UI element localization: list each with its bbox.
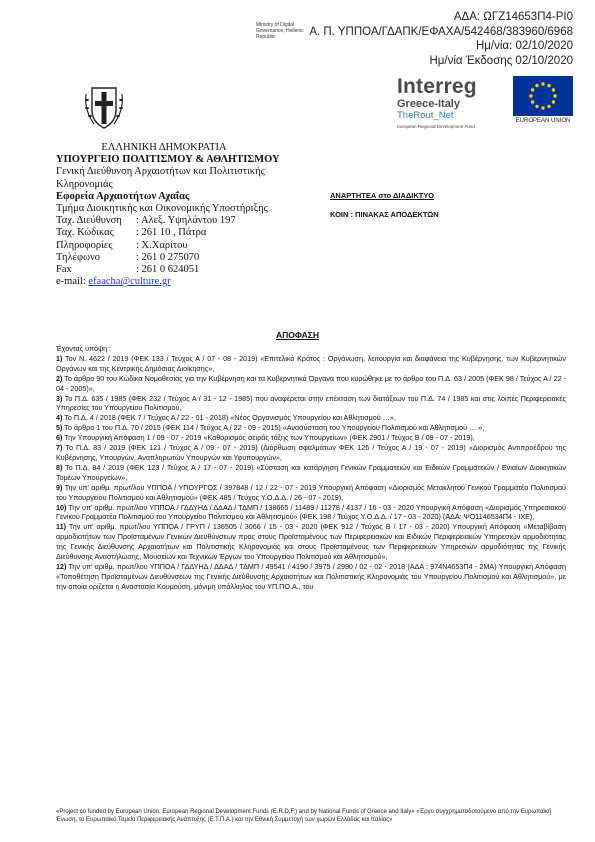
item-text: Την Υπουργική Απόφαση 1 / 09 - 07 - 2019 «Καθορισμός σειράς τάξης των Υπουργείων» (ΦΕΚ 2901 / Τεύχος Β / 09 - 07 - 2019), bbox=[62, 433, 475, 443]
item-text: Το άρθρο 90 του Κώδικα Νομοθεσίας για την Κυβέρνηση και τα Κυβερνητικά Όργανα που κυρώθηκε με το άρθρο του Π.Δ. 63 / 2005 (ΦΕΚ 98 / Τεύχος Α / 22 - 04 - 2005)», bbox=[56, 373, 566, 393]
list-item bbox=[56, 394, 566, 414]
interreg-fund: European Regional Development Fund bbox=[397, 124, 475, 129]
email-row bbox=[56, 276, 326, 288]
item-text: Τον Ν. 4622 / 2019 (ΦΕΚ 133 / Τεύχος Α / 07 - 08 - 2019) «Επιτελικό Κράτος : Οργάνωση, λειτουργία και διαφάνεια της Κυβέρνησης, των Κυβερνητικών Οργάνων και της Κεντρικής Δημόσιας Διοίκησης», bbox=[56, 353, 566, 373]
contact-key: Ταχ. Κώδικας bbox=[56, 227, 114, 239]
item-text: Την υπ' αριθμ. πρωτ/λου ΥΠΠΟΑ / ΓΔΔΥΗΔ / ΔΔΑΔ / ΤΔΜΠ / 138665 / 11489 / 11278 / 4137 / 16 - 03 - 2020 Υπουργική Απόφαση «Διορισμός Υπηρεσιακού Γενικού Γραμματέα Πολιτισμού του Υπουργείου Πολιτισμού και Αθλητισμού» (ΦΕΚ 198 / Τεύχος Υ.Ο.Δ.Δ. / 17 - 03 - 2020) (ΑΔΑ: ΨΟ1146534Π4 - ΙΧΕ), bbox=[56, 502, 566, 522]
ephorate-name: Εφορεία Αρχαιοτήτων Αχαΐας bbox=[56, 190, 190, 202]
funding-footer: «Project co funded by European Union, European Regional Development Funds (E.R.D.F.) and by National Funds of Greece and Italy» «Έργο συγχρηματοδοτούμενο από την Ευρωπαϊκή Ένωση, το Ευρωπαϊκό Ταμείο Περιφερειακής Ανάπτυξης (Ε.Τ.Π.Α.) και την Εθνική Συμμετοχή των χωρών Ελλάδας και Ιταλίας» bbox=[56, 809, 552, 824]
decision-body bbox=[56, 344, 566, 592]
general-directorate-line-1: Γενική Διεύθυνση Αρχαιοτήτων και Πολιτιστικής bbox=[56, 166, 265, 178]
badge-line-3: Republic bbox=[256, 34, 276, 40]
list-item bbox=[56, 423, 566, 433]
contact-key: Fax bbox=[56, 264, 72, 276]
decision-title: ΑΠΟΦΑΣΗ bbox=[275, 330, 319, 340]
item-text: Την υπ' αριθμ. πρωτ/λου ΥΠΠΟΑ / ΥΠΟΥΡΓΟΣ / 397848 / 12 / 22 - 07 - 2019 Υπουργική Απόφαση «Διορισμός Μετακλητού Γενικού Γραμματέα Πολιτισμού του Υπουργείου Πολιτισμού και Αθλητισμού» (ΦΕΚ 485 / Τεύχος Υ.Ο.Δ.Δ. / 26 - 07 - 2019), bbox=[56, 482, 566, 502]
item-text: Το Π.Δ. 84 / 2019 (ΦΕΚ 123 / Τεύχος Α / 17 - 07 - 2019) «Σύσταση και κατάργηση Γενικών Γραμματειών και Ειδικών Γραμματειών / Ενιαίων Διοικητικών Τομέων Υπουργείων», bbox=[56, 462, 566, 482]
eu-label: EUROPEAN UNION bbox=[515, 118, 571, 124]
email-label: e-mail: bbox=[56, 276, 89, 288]
list-item bbox=[56, 483, 566, 503]
ada-number: ΑΔΑ: ΩΓΖ14653Π4-ΡΙ0 bbox=[453, 11, 573, 23]
digital-signature-badge bbox=[256, 22, 304, 40]
list-item bbox=[56, 503, 566, 523]
general-directorate-line-2: Κληρονομιάς bbox=[56, 178, 113, 190]
ministry-name: ΥΠΟΥΡΓΕΙΟ ΠΟΛΙΤΙΣΜΟΥ & ΑΘΛΗΤΙΣΜΟΥ bbox=[56, 154, 280, 166]
list-item bbox=[56, 354, 566, 374]
contact-row bbox=[56, 264, 326, 276]
contact-value: : Χ.Χαρίτου bbox=[136, 239, 188, 251]
contact-value: : 261 10 , Πάτρα bbox=[136, 227, 207, 239]
item-number: 2) bbox=[56, 373, 63, 383]
protocol-number: Α. Π. ΥΠΠΟΑ/ΓΔΑΠΚ/ΕΦΑΧΑ/542468/383960/6968 bbox=[309, 25, 573, 38]
distribution-block bbox=[330, 186, 439, 224]
item-number: 9) bbox=[56, 482, 63, 492]
item-number: 1) bbox=[56, 353, 63, 363]
item-number: 11) bbox=[56, 522, 66, 532]
date: Ημ/νία: 02/10/2020 bbox=[475, 40, 573, 52]
list-item bbox=[56, 433, 566, 443]
list-item bbox=[56, 374, 566, 394]
badge-line-1: Ministry of Digital bbox=[256, 22, 295, 28]
badge-line-2: Governance, Hellenic bbox=[256, 28, 304, 34]
item-number: 4) bbox=[56, 413, 63, 423]
contact-value: : Αλεξ. Υψηλάντου 197 bbox=[136, 215, 236, 227]
decision-intro: Έχοντας υπόψη : bbox=[56, 344, 112, 353]
contact-key: Τηλέφωνο bbox=[56, 251, 100, 263]
programme-logos bbox=[397, 76, 573, 129]
interreg-word: Interreg bbox=[397, 75, 477, 98]
item-number: 6) bbox=[56, 433, 63, 443]
list-item bbox=[56, 463, 566, 483]
interreg-logo bbox=[397, 76, 507, 129]
list-item bbox=[56, 443, 566, 463]
contact-value: : 261 0 624051 bbox=[136, 264, 200, 276]
item-number: 3) bbox=[56, 393, 63, 403]
department-name: Τμήμα Διοικητικής και Οικονομικής Υποστήριξης bbox=[56, 203, 268, 215]
item-text: Το Π.Δ. 83 / 2019 (ΦΕΚ 121 / Τεύχος Α / 09 - 07 - 2019) (Διόρθωση σφαλμάτων ΦΕΚ 126 / Τεύχος Α / 19 - 07 - 2019) «Διορισμός Αντιπροέδρου της Κυβέρνησης, Υπουργών, Αναπληρωτών Υπουργών και Υφυπουργών», bbox=[56, 443, 566, 462]
issue-date: Ημ/νία Έκδοσης 02/10/2020 bbox=[429, 54, 573, 67]
item-text: Το Π.Δ. 635 / 1985 (ΦΕΚ 232 / Τεύχος Α / 31 - 12 - 1985) που αναφέρεται στην επέκταση των διατάξεων του Π.Δ. 74 / 1985 και στις λοιπές Περιφερειακές Υπηρεσίες του Υπουργείου Πολιτισμού, bbox=[56, 393, 566, 413]
list-item bbox=[56, 413, 566, 423]
document-reference-block bbox=[309, 10, 573, 68]
item-number: 7) bbox=[56, 443, 63, 453]
item-number: 10) bbox=[56, 502, 67, 512]
eu-logo bbox=[513, 76, 573, 124]
item-text: Το άρθρο 1 του Π.Δ. 70 / 2015 (ΦΕΚ 114 / Τεύχος Α / 22 - 09 - 2015) «Ανασύσταση του Υπουργείου Πολιτισμού και Αθλητισμού … », bbox=[62, 423, 485, 433]
contact-row bbox=[56, 227, 326, 239]
greek-coat-of-arms-icon bbox=[82, 84, 126, 130]
email-link[interactable]: efaacha@culture.gr bbox=[88, 276, 171, 288]
list-item bbox=[56, 562, 566, 592]
interreg-project: TheRout_Net bbox=[397, 110, 454, 121]
country-name: ΕΛΛΗΝΙΚΗ ΔΗΜΟΚΡΑΤΙΑ bbox=[101, 142, 227, 153]
item-number: 12) bbox=[56, 561, 67, 571]
contact-value: : 261 0 275070 bbox=[136, 251, 200, 263]
item-text: Την υπ' αριθμ. πρωτ/λου ΥΠΠΟΑ / ΓΡΥΠ / 136505 / 3066 / 15 - 03 - 2020 (ΦΕΚ 912 / Τεύχος Β / 17 - 03 - 2020) Υπουργική Απόφαση «Μεταβίβαση αρμοδιοτήτων των Προϊσταμένων Γενικών Διευθύνσεων προς στους Προϊσταμένους των Περιφερειακών και Ειδικών Περιφερειακών Υπηρεσιών αρμοδιότητας της Γενικής Διεύθυνσης Αρχαιοτήτων και Πολιτιστικής Κληρονομιάς και στους Προϊσταμένους των Περιφερειακών Υπηρεσιών αρμοδιότητας της Γενικής Διεύθυνσης Αναστήλωσης, Μουσείων και Τεχνικών Έργων του Υπουργείου Πολιτισμού και Αθλητισμού», bbox=[56, 522, 566, 562]
item-number: 5) bbox=[56, 423, 63, 433]
contact-key: Ταχ. Διεύθυνση bbox=[56, 215, 122, 227]
posting-notice: ΑΝΑΡΤΗΤΕΑ στο ΔΙΑΔΙΚΤΥΟ bbox=[330, 191, 434, 200]
contact-row bbox=[56, 215, 326, 227]
item-text: Το Π.Δ. 4 / 2018 (ΦΕΚ 7 / Τεύχος Α / 22 - 01 - 2018) «Νέος Οργανισμός Υπουργείου και Αθλητισμού …», bbox=[62, 413, 396, 423]
interreg-programme: Greece-Italy bbox=[397, 98, 460, 110]
recipients-notice: ΚΟΙΝ : ΠΙΝΑΚΑΣ ΑΠΟΔΕΚΤΩΝ bbox=[330, 210, 439, 219]
list-item bbox=[56, 522, 566, 562]
contact-key: Πληροφορίες bbox=[56, 239, 113, 251]
contact-row bbox=[56, 252, 326, 264]
item-text: Την υπ' αριθμ. πρωτ/λου ΥΠΠΟΑ / ΓΔΔΥΗΔ / ΔΔΑΔ / ΤΔΜΠ / 49541 / 4190 / 3975 / 2990 / 02 - 02 - 2018 (ΑΔΑ : 974Ν4653Π4 - 2ΜΑ) Υπουργική Απόφαση «Τοποθέτηση Προϊσταμένων Διευθύνσεων της Γενικής Διεύθυνσης Αρχαιοτήτων και Πολιτιστικής Κληρονομιάς του Υπουργείου Πολιτισμού και Αθλητισμού», με την οποία ορίζεται η Αναστασία Κουμούση, μόνιμη υπάλληλος του ΥΠ.ΠΟ.Α., του bbox=[56, 561, 566, 591]
item-number: 8) bbox=[56, 462, 63, 472]
contact-row bbox=[56, 240, 326, 252]
eu-flag-icon bbox=[513, 76, 573, 116]
issuing-authority-block bbox=[56, 142, 326, 288]
